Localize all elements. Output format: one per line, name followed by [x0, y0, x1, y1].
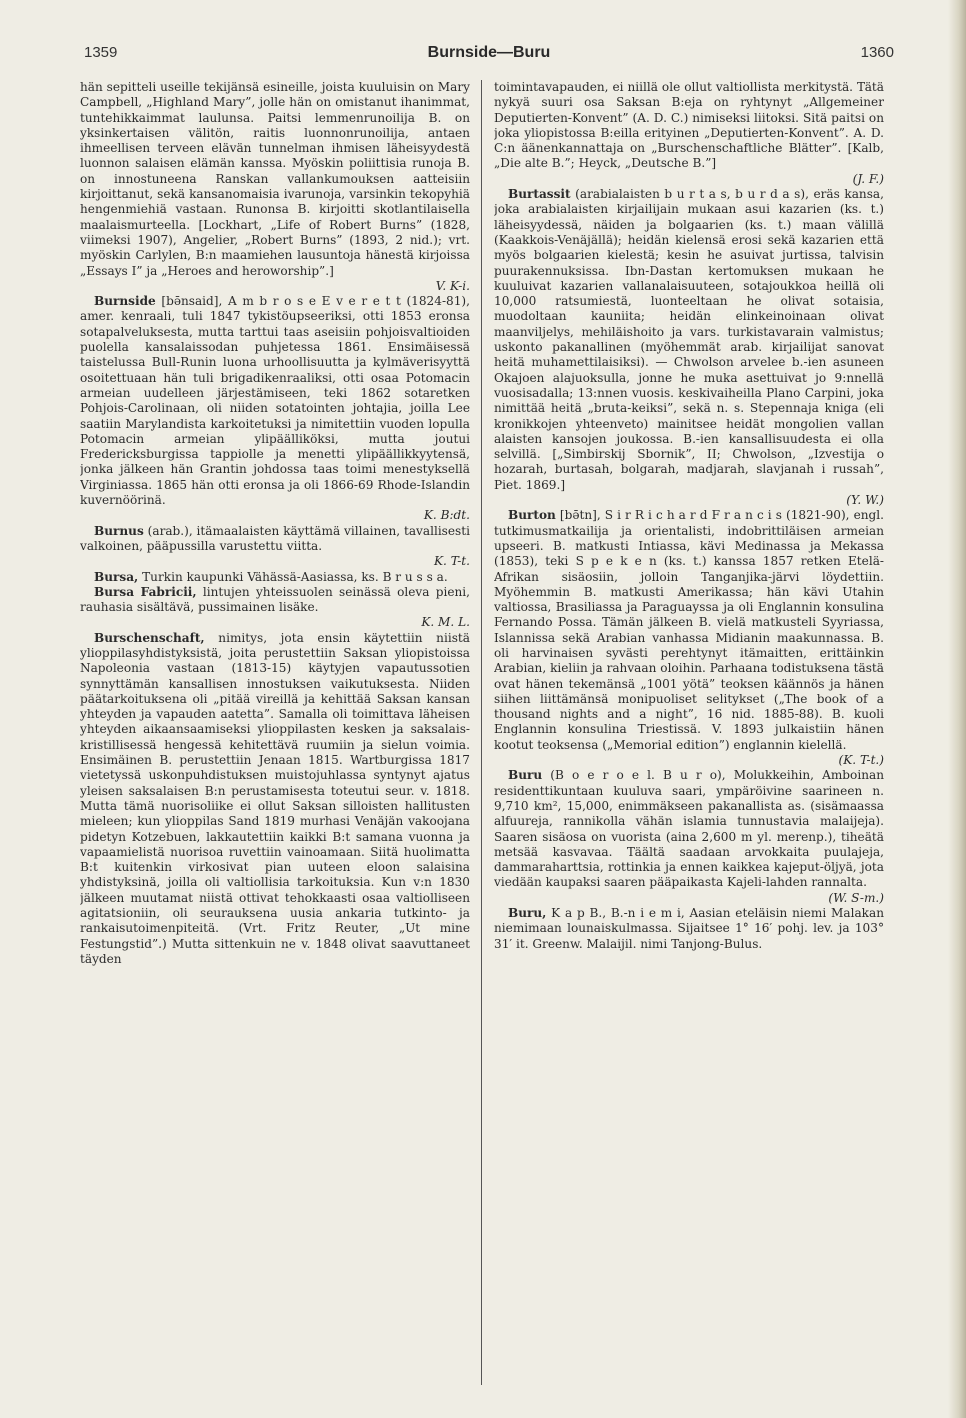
entry: Buru (B o e r o e l. B u r o), Molukkeihin, Amboinan residenttikuntaan kuuluva saari, ympäröivine saarineen n. 9,710 km², 15,000, enimmäkseen pakanallista as. (sisämaassa alfuureja, rannikolla vähän islamia tunnustavia malaijeja). Saaren sisäosa on vuorista (aina 2,600 m yl. merenp.), tiheätä metsää kasvavaa. Täältä saadaan arvokkaita puulajeja, dammaraharttsia, rottinkia ja ennen kaikkea kajeput-öljyä, jota viedään kaupaksi saaren pääpaikasta Kajeli-lahden rannalta. (W. S-m.) — [494, 768, 884, 905]
entry-signature: (Y. W.) — [846, 493, 884, 508]
entry-signature: K. M. L. — [421, 615, 470, 630]
entry-signature: K. T-t. — [433, 554, 470, 569]
left-page-number: 1359 — [84, 44, 118, 61]
entry: Bursa, Turkin kaupunki Vähässä-Aasiassa, ks. B r u s s a. — [94, 569, 448, 584]
headword: Burtassit — [508, 187, 571, 202]
entry: Burschenschaft, nimitys, jota ensin käytettiin niistä ylioppilasyhdistyksistä, joita perustettiin Saksan yliopistoissa Napoleonia vastaan (1813-15) käytyjen vapautussotien synnyttämän kansallisen innostuksen vaikutuksesta. Niiden päätarkoituksena oli „pitää vireillä ja kehittää Saksan kansan yhteyden ja vapauden aatetta”. Samalla oli toimittava läheisen yhteyden aikaansaamiseksi ylioppilasten kesken ja saksalais-kristillisessä hengessä kehitettävä ruumiin ja sielun voimia. Ensimäinen B. perustettiin Jenaan 1815. Wartburgissa 1817 vietetyssä uskonpuhdistuksen muistojuhlassa syntynyt ajatus yleisen saksalaisen B:n perustamisesta toteutui seur. v. 1818. Mutta tämä nuorisoliike ei ollut Saksan silloisten hallitusten mieleen; kun ylioppilas Sand 1819 murhasi Venäjän vakoojana pidetyn Kotzebuen, lakkautettiin kaikki B:t samana vuonna ja vapaamielistä nuorisoa ruvettiin vainoamaan. Siitä huolimatta B:t kuitenkin virkosivat pian uuteen eloon salaisina yhdistyksinä, joilla oli valtiollisia tarkoituksia. Kun v:n 1830 jälkeen muutamat niistä ottivat tehokkaasti osaa valtiolliseen agitatsioniin, oli seurauksena uusia ankaria tutkinto- ja rankaisutoimenpiteitä. (Vrt. Fritz Reuter, „Ut mine Festungstid”.) Mutta sittenkuin ne v. 1848 olivat saavuttaneet täyden — [80, 630, 470, 966]
headword: Buru — [508, 768, 543, 783]
headword: Bursa Fabricii, — [94, 584, 197, 599]
entry: hän sepitteli useille tekijänsä esineille, joista kuuluisin on Mary Campbell, „Highland Mary”, jolle hän on omistanut ihanimmat, tuntehikkaimmat laulunsa. Paitsi lemmenrunoilija B. on yksinkertaisen välitön, raitis luonnonrunoilija, antaen ihmeellisen terveen elävän tunnelman ihmisen läheisyydestä luonnon salaisen elämän kanssa. Myöskin poliittisia runoja B. on innostuneena Ranskan vallankumouksen aatteisiin kirjoittanut, sekä kansanomaisia ivarunoja, varsinkin tekopyhiä hengenmiehiä vastaan. Runonsa B. kirjoitti skotlantilaisella maalaismurteella. [Lockhart, „Life of Robert Burns” (1828, viimeksi 1907), Angelier, „Robert Burns” (1893, 2 nid.); vrt. myöskin Carlylen, B:n maamiehen lausuntoja hänestä kirjoissa „Essays I” ja „Heroes and heroworship”.] V. K-i. — [80, 80, 470, 293]
headword: Bursa, — [94, 569, 139, 584]
entry-signature: (J. F.) — [852, 171, 884, 186]
entry: Burnus (arab.), itämaalaisten käyttämä villainen, tavallisesti valkoinen, pääpussilla varustettu viitta. K. T-t. — [80, 523, 470, 569]
entry: Buru, K a p B., B.-n i e m i, Aasian eteläisin niemi Malakan niemimaan lounaiskulmassa. Sijaitsee 1° 16′ pohj. lev. ja 103° 31′ it. Greenw. Malaijil. nimi Tanjong-Bulus. — [494, 906, 884, 951]
right-page-number: 1360 — [860, 44, 894, 61]
headword: Burton — [508, 508, 556, 523]
headword: Burnside — [94, 294, 156, 309]
running-title: Burnside—Buru — [427, 44, 551, 61]
entry: Bursa Fabricii, lintujen yhteissuolen seinässä oleva pieni, rauhasia sisältävä, pussimainen lisäke. K. M. L. — [80, 584, 470, 630]
left-column — [80, 80, 470, 1390]
entry: Burnside [bə̄nsaid], A m b r o s e E v e r e t t (1824-81), amer. kenraali, tuli 1847 tykistöupseeriksi, otti 1853 eronsa sotapalveluksesta, mutta tarttui taas aseisiin pohjoisvaltioiden puolella kansalaissodan puhjetessa 1861. Ensimäisessä taistelussa Bull-Runin luona urhoollisuutta ja kylmäverisyyttä osoitettuaan hän tuli brigadikenraaliksi, otti osaa Potomacin armeian uudelleen järjestämiseen, teki 1862 sotaretken Pohjois-Carolinaan, oli niiden sotatointen johtajia, joilla Lee saatiin Marylandista karkoitetuksi ja nimitettiin vuoden lopulla Potomacin armeian ylipäälliköksi, mutta joutui Fredericksburgissa tappiolle ja menetti ylipäällikkyytensä, jonka jälkeen hän Grantin johdossa taas toimi menestyksellä Virginiassa. 1865 hän otti eronsa ja oli 1866-69 Rhode-Islandin kuvernöörinä. K. B:dt. — [80, 294, 470, 523]
entry-signature: (W. S-m.) — [828, 890, 884, 905]
entry: toimintavapauden, ei niillä ole ollut valtiollista merkitystä. Tätä nykyä suuri osa Saksan B:eja on ryhtynyt „Allgemeiner Deputierten-Konvent” (A. D. C.) nimiseksi liitoksi. Sitä paitsi on joka yliopistossa B:eilla erityinen „Deputierten-Konvent”. A. D. C:n äänenkannattaja on „Burschenschaftliche Blätter”. [Kalb, „Die alte B.”; Heyck, „Deutsche B.”] (J. F.) — [494, 80, 884, 186]
entry-signature: (K. T-t.) — [838, 753, 884, 768]
right-column — [494, 80, 884, 1390]
entry-signature: K. B:dt. — [423, 508, 470, 523]
column-divider — [481, 80, 482, 1385]
headword: Burschenschaft, — [94, 630, 205, 645]
page-edge-shadow — [948, 0, 966, 1418]
headword: Burnus — [94, 523, 144, 538]
page-header — [84, 44, 894, 72]
entry: Burton [bə̄tn], S i r R i c h a r d F r a n c i s (1821-90), engl. tutkimusmatkailija ja orientalisti, indobrittiläisen armeian upseeri. B. matkusti Intiassa, kävi Medinassa ja Mekassa (1853), teki S p e k e n (ks. t.) kanssa 1857 retken Etelä-Afrikan sisäosiin, jolloin Tanganjika-järvi löydettiin. Myöhemmin B. matkusti Amerikassa; hän kävi Utahin valtiossa, Brasiliassa ja Paraguayssa ja oli Englannin konsulina Fernando Possa. Tämän jälkeen B. vielä matkusteli Syyriassa, Islannissa sekä Arabian vanhassa Midianin maakunnassa. B. oli harvinaisen syvästi perehtynyt itämaitten, erittäinkin Arabian, kieliin ja rahvaan oloihin. Parhaana todistuksena tästä ovat hänen tekemänsä „1001 yötä” teoksen käännös ja hänen siihen liittämänsä monipuoliset selitykset („The book of a thousand nights and a night”, 16 nid. 1885-88). B. kuoli Englannin konsulina Triestissä. V. 1893 julkaistiin hänen kootut teoksensa („Memorial edition”) englannin kielellä. (K. T-t.) — [494, 508, 884, 768]
entry: Burtassit (arabialaisten b u r t a s, b u r d a s), eräs kansa, joka arabialaisten kirjailijain mukaan asui kazarien (ks. t.) läheisyydessä, näiden ja bolgaarien (ks. t.) maan välillä (Kaakkois-Venäjällä); heidän kielensä erosi sekä kazarien että myös bolgaarien kielestä; kesin he asuivat jurtissa, talvisin puurakennuksissa. Ibn-Dastan kertomuksen mukaan he kuuluivat kazarien vallanalaisuuteen, sotajoukkoa heillä oli 10,000 ratsumiestä, luonteeltaan he olivat sotaisia, muodoltaan kauniita; heidän elinkeinoinaan olivat maanviljelys, mehiläishoito ja vars. turkistavarain valmistus; uskonto pakanallinen (myöhemmät arab. kirjailijat sanovat heitä muhamettilaisiksi). — Chwolson arvelee b.-ien asuneen Okajoen alajuoksulla, jonne he muka asettuivat jo 9:nnellä vuosisadalla; 13:nnen vuosis. keskivaiheilla Plano Carpini, joka nimittää heitä „bruta-keiksi”, sekä n. s. Stepennaja kniga (eli kronikkojen yhteenveto) mainitsee heidät mongolien vallan alaisten kansojen joukossa. B.-ien kansallisuudesta ei olla selvillä. [„Simbirskij Sbornik”, II; Chwolson, „Izvestija o hozarah, burtasah, bolgarah, madjarah, slavjanah i russah”, Piet. 1869.] (Y. W.) — [494, 187, 884, 508]
headword: Buru, — [508, 906, 547, 921]
entry-signature: V. K-i. — [435, 278, 470, 293]
